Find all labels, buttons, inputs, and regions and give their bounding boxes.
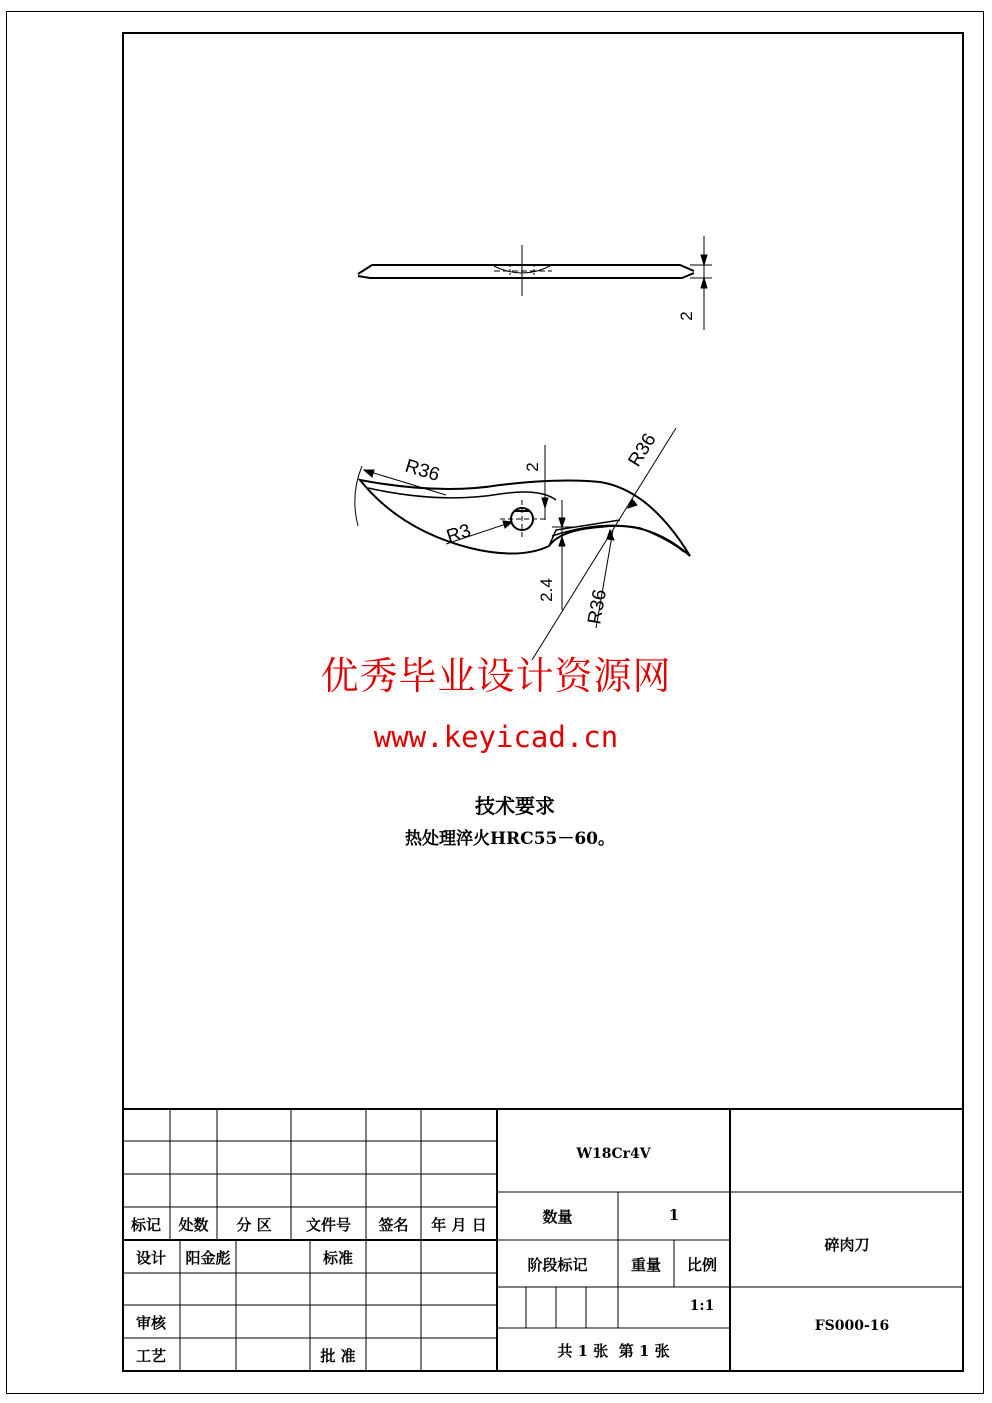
- review-label: 审核: [135, 1314, 166, 1332]
- scale-label: 比例: [686, 1256, 717, 1274]
- blade-inner-edge-upper: [368, 488, 556, 500]
- dim-arrow-up: [701, 278, 707, 288]
- header-zone: 分 区: [236, 1216, 272, 1234]
- quantity-label: 数量: [542, 1208, 573, 1226]
- dim-offset-bottom-label: 2.4: [537, 578, 556, 602]
- dim-thickness-label: 2: [677, 311, 696, 321]
- dim-arrow: [542, 498, 548, 508]
- blade-inner-edge-lower: [552, 525, 684, 552]
- header-signature: 签名: [378, 1216, 409, 1234]
- process-label: 工艺: [135, 1347, 166, 1365]
- header-date: 年 月 日: [431, 1216, 487, 1234]
- scale-value: 1:1: [689, 1298, 715, 1314]
- dim-r36-left-label: R36: [402, 455, 443, 486]
- dim-arrow: [503, 521, 512, 528]
- tech-requirements-text: 热处理淬火HRC55－60。: [404, 829, 616, 849]
- dim-arrow: [364, 470, 374, 477]
- dim-r36-right-label: R36: [624, 429, 661, 471]
- dim-r36-left-arc: [355, 466, 362, 526]
- designer-name: 阳金彪: [185, 1249, 231, 1267]
- watermark-url: www.keyicad.cn: [373, 720, 619, 754]
- dim-arrow: [559, 518, 565, 527]
- material-value: W18Cr4V: [576, 1146, 651, 1162]
- design-label: 设计: [135, 1249, 166, 1267]
- watermark-site-name: 优秀毕业设计资源网: [320, 654, 672, 698]
- quantity-value: 1: [668, 1206, 680, 1224]
- dim-arrow: [559, 537, 565, 546]
- header-count: 处数: [178, 1216, 209, 1234]
- dim-arrow-down: [701, 255, 707, 265]
- dim-r3-label: R3: [444, 520, 474, 548]
- header-mark: 标记: [130, 1216, 161, 1234]
- side-view-bottom-edge: [358, 273, 694, 278]
- part-name: 碎肉刀: [824, 1236, 870, 1254]
- drawing-number: FS000-16: [814, 1318, 890, 1334]
- dim-r36-inner-label: R36: [584, 587, 611, 626]
- weight-label: 重量: [630, 1256, 661, 1274]
- sheet-count: 共 1 张 第 1 张: [557, 1342, 670, 1360]
- dim-offset-top-label: 2: [523, 462, 542, 472]
- standard-label: 标准: [322, 1249, 353, 1267]
- tech-requirements-title: 技术要求: [475, 794, 555, 818]
- stage-label: 阶段标记: [527, 1256, 588, 1274]
- side-view: [358, 236, 712, 330]
- header-doc-no: 文件号: [305, 1216, 351, 1234]
- approve-label: 批 准: [320, 1347, 356, 1365]
